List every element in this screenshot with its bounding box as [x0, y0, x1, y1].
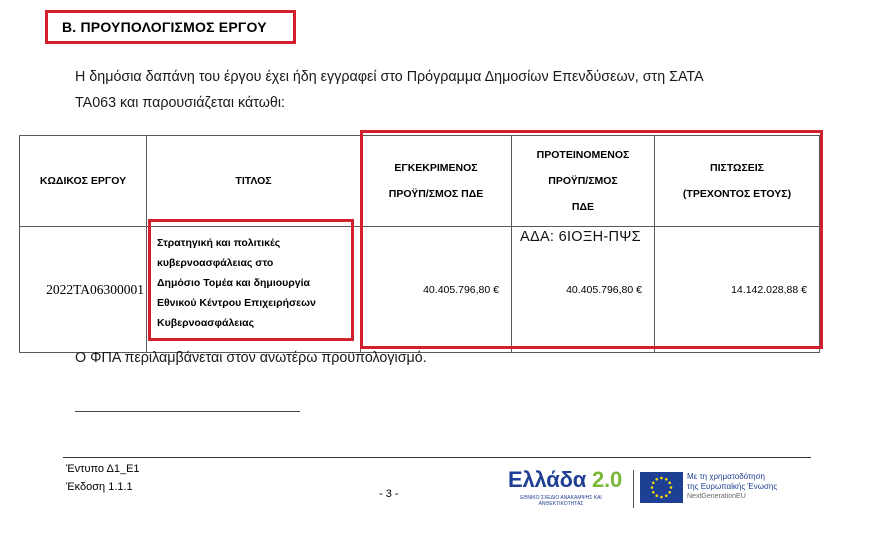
logo-greece-word: Ελλάδα: [508, 467, 587, 492]
header-project-code: ΚΩΔΙΚΟΣ ΕΡΓΟΥ: [20, 136, 147, 227]
cell-proposed-budget: 40.405.796,80 €: [512, 227, 655, 353]
cell-project-code: 2022ΤΑ06300001: [20, 227, 147, 353]
header-credits: ΠΙΣΤΩΣΕΙΣ (ΤΡΕΧΟΝΤΟΣ ΕΤΟΥΣ): [655, 136, 820, 227]
logo-greece-sub: ΕΘΝΙΚΟ ΣΧΕΔΙΟ ΑΝΑΚΑΜΨΗΣ ΚΑΙ ΑΝΘΕΚΤΙΚΟΤΗΤΑΣ: [520, 495, 602, 507]
intro-line-1: Η δημόσια δαπάνη του έργου έχει ήδη εγγραφεί στο Πρόγραμμα Δημοσίων Επενδύσεων, στη ΣΑΤΑ: [75, 69, 704, 85]
eu-line-2: της Ευρωπαϊκής Ένωσης: [687, 482, 778, 491]
intro-paragraph: [75, 64, 815, 116]
logo-greece-number: 2.0: [592, 467, 622, 492]
header-title: ΤΙΤΛΟΣ: [147, 136, 361, 227]
cell-project-title: Στρατηγική και πολιτικές κυβερνοασφάλειας στο Δημόσιο Τομέα και δημιουργία Εθνικού Κέντρου Επιχειρήσεων Κυβερνοασφάλειας: [147, 227, 361, 353]
header-proposed-budget: ΠΡΟΤΕΙΝΟΜΕΝΟΣ ΠΡΟΫΠ/ΣΜΟΣ ΠΔΕ: [512, 136, 655, 227]
section-title: [45, 10, 296, 44]
eu-flag-icon: [640, 472, 683, 503]
eu-funding-text: [687, 472, 807, 502]
page-number: - 3 -: [379, 488, 399, 500]
section-title-text: Β. ΠΡΟΥΠΟΛΟΓΙΣΜΟΣ ΕΡΓΟΥ: [62, 19, 267, 35]
intro-line-2: ΤΑ063 και παρουσιάζεται κάτωθι:: [75, 95, 285, 111]
greece-2-0-logo: [508, 468, 632, 510]
cell-credits: 14.142.028,88 €: [655, 227, 820, 353]
vat-note: Ο ΦΠΑ περιλαμβάνεται στον ανωτέρω προϋπολογισμό.: [75, 350, 427, 366]
ada-code: ΑΔΑ: 6ΙΟΞΗ-ΠΨΣ: [520, 229, 641, 245]
title-highlight-box: [148, 219, 354, 341]
cell-approved-budget: 40.405.796,80 €: [361, 227, 512, 353]
header-approved-budget: ΕΓΚΕΚΡΙΜΕΝΟΣ ΠΡΟΫΠ/ΣΜΟΣ ΠΔΕ: [361, 136, 512, 227]
eu-line-3: NextGenerationEU: [687, 493, 746, 500]
form-number: Έντυπο Δ1_Ε1: [66, 463, 140, 475]
logo-divider: [633, 470, 634, 508]
footer-rule: [63, 457, 811, 458]
eu-line-1: Με τη χρηματοδότηση: [687, 472, 765, 481]
signature-line: [75, 411, 300, 412]
edition-number: Έκδοση 1.1.1: [66, 481, 133, 493]
